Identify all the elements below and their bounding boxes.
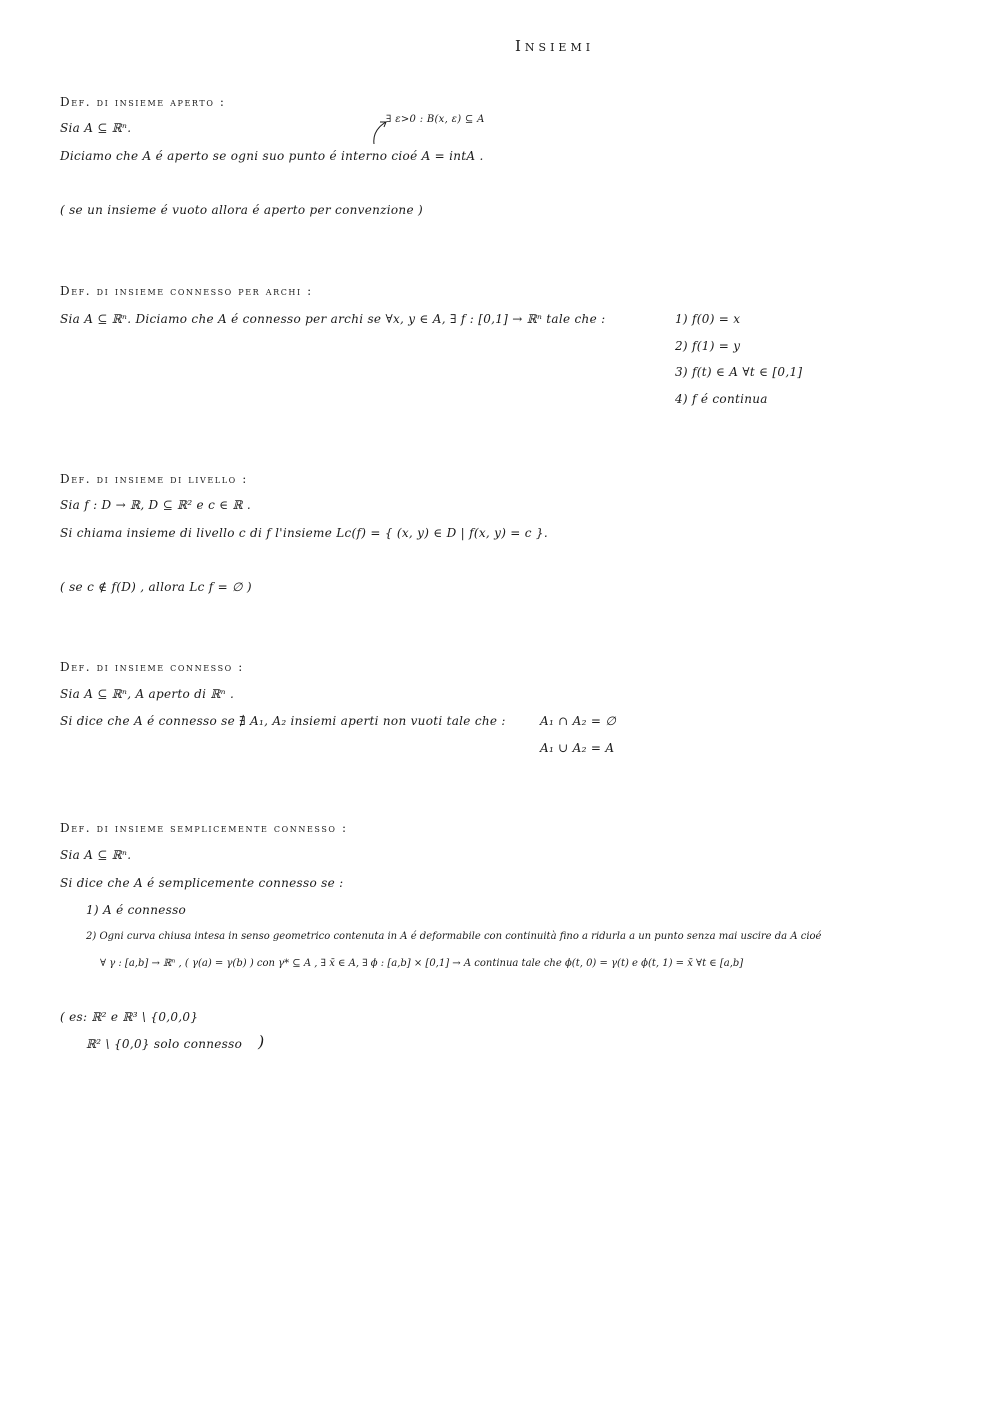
condition-item: A₁ ∩ A₂ = ∅: [540, 714, 617, 728]
section-line: Sia A ⊆ ℝⁿ, A aperto di ℝⁿ .: [60, 687, 235, 701]
section-heading-insieme-connesso: Def. di insieme connesso :: [60, 660, 244, 674]
section-line: Sia A ⊆ ℝⁿ. Diciamo che A é connesso per archi se ∀x, y ∈ A, ∃ f : [0,1] → ℝⁿ tale che :: [60, 312, 606, 326]
example-line: ( es: ℝ² e ℝ³ \ {0,0,0}: [60, 1010, 199, 1024]
section-note: ( se un insieme é vuoto allora é aperto per convenzione ): [60, 203, 423, 217]
section-line: Sia f : D → ℝ, D ⊆ ℝ² e c ∈ ℝ .: [60, 498, 251, 512]
section-line: Diciamo che A é aperto se ogni suo punto é interno cioé A = intA .: [60, 149, 484, 163]
section-line: Sia A ⊆ ℝⁿ.: [60, 121, 132, 135]
section-heading-insieme-di-livello: Def. di insieme di livello :: [60, 472, 248, 486]
section-heading-connesso-per-archi: Def. di insieme connesso per archi :: [60, 284, 313, 298]
page-title: Insiemi: [515, 37, 595, 55]
section-heading-aperto: Def. di insieme aperto :: [60, 95, 226, 109]
condition-item: 1) f(0) = x: [675, 312, 741, 326]
list-item: 1) A é connesso: [86, 903, 187, 917]
condition-item: 3) f(t) ∈ A ∀t ∈ [0,1]: [675, 365, 803, 379]
section-line: Sia A ⊆ ℝⁿ.: [60, 848, 132, 862]
example-line: ℝ² \ {0,0} solo connesso: [86, 1037, 243, 1051]
section-note: ( se c ∉ f(D) , allora Lc f = ∅ ): [60, 580, 252, 594]
list-item: ∀ γ : [a,b] → ℝⁿ , ( γ(a) = γ(b) ) con γ* ⊆ A , ∃ x̄ ∈ A, ∃ ϕ : [a,b] × [0,1] → A continua tale che ϕ(t, 0) = γ(t) e ϕ(t, 1) = x̄ ∀t ∈ [a,b]: [100, 958, 744, 969]
annotation-arrow-icon: [370, 116, 390, 146]
condition-item: 2) f(1) = y: [675, 339, 741, 353]
list-item: 2) Ogni curva chiusa intesa in senso geometrico contenuta in A é deformabile con continuità fino a ridurla a un punto senza mai uscire da A cioé: [86, 931, 822, 942]
section-line: Si chiama insieme di livello c di f l'insieme Lc(f) = { (x, y) ∈ D | f(x, y) = c }.: [60, 526, 548, 540]
annotation-text: ∃ ε>0 : B(x, ε) ⊆ A: [386, 114, 485, 125]
section-line: Si dice che A é connesso se ∄ A₁, A₂ insiemi aperti non vuoti tale che :: [60, 714, 506, 728]
section-line: Si dice che A é semplicemente connesso se :: [60, 876, 344, 890]
condition-item: A₁ ∪ A₂ = A: [540, 741, 615, 755]
condition-item: 4) f é continua: [675, 392, 768, 406]
section-heading-semplicemente-connesso: Def. di insieme semplicemente connesso :: [60, 821, 348, 835]
example-close-paren: ): [258, 1032, 265, 1051]
